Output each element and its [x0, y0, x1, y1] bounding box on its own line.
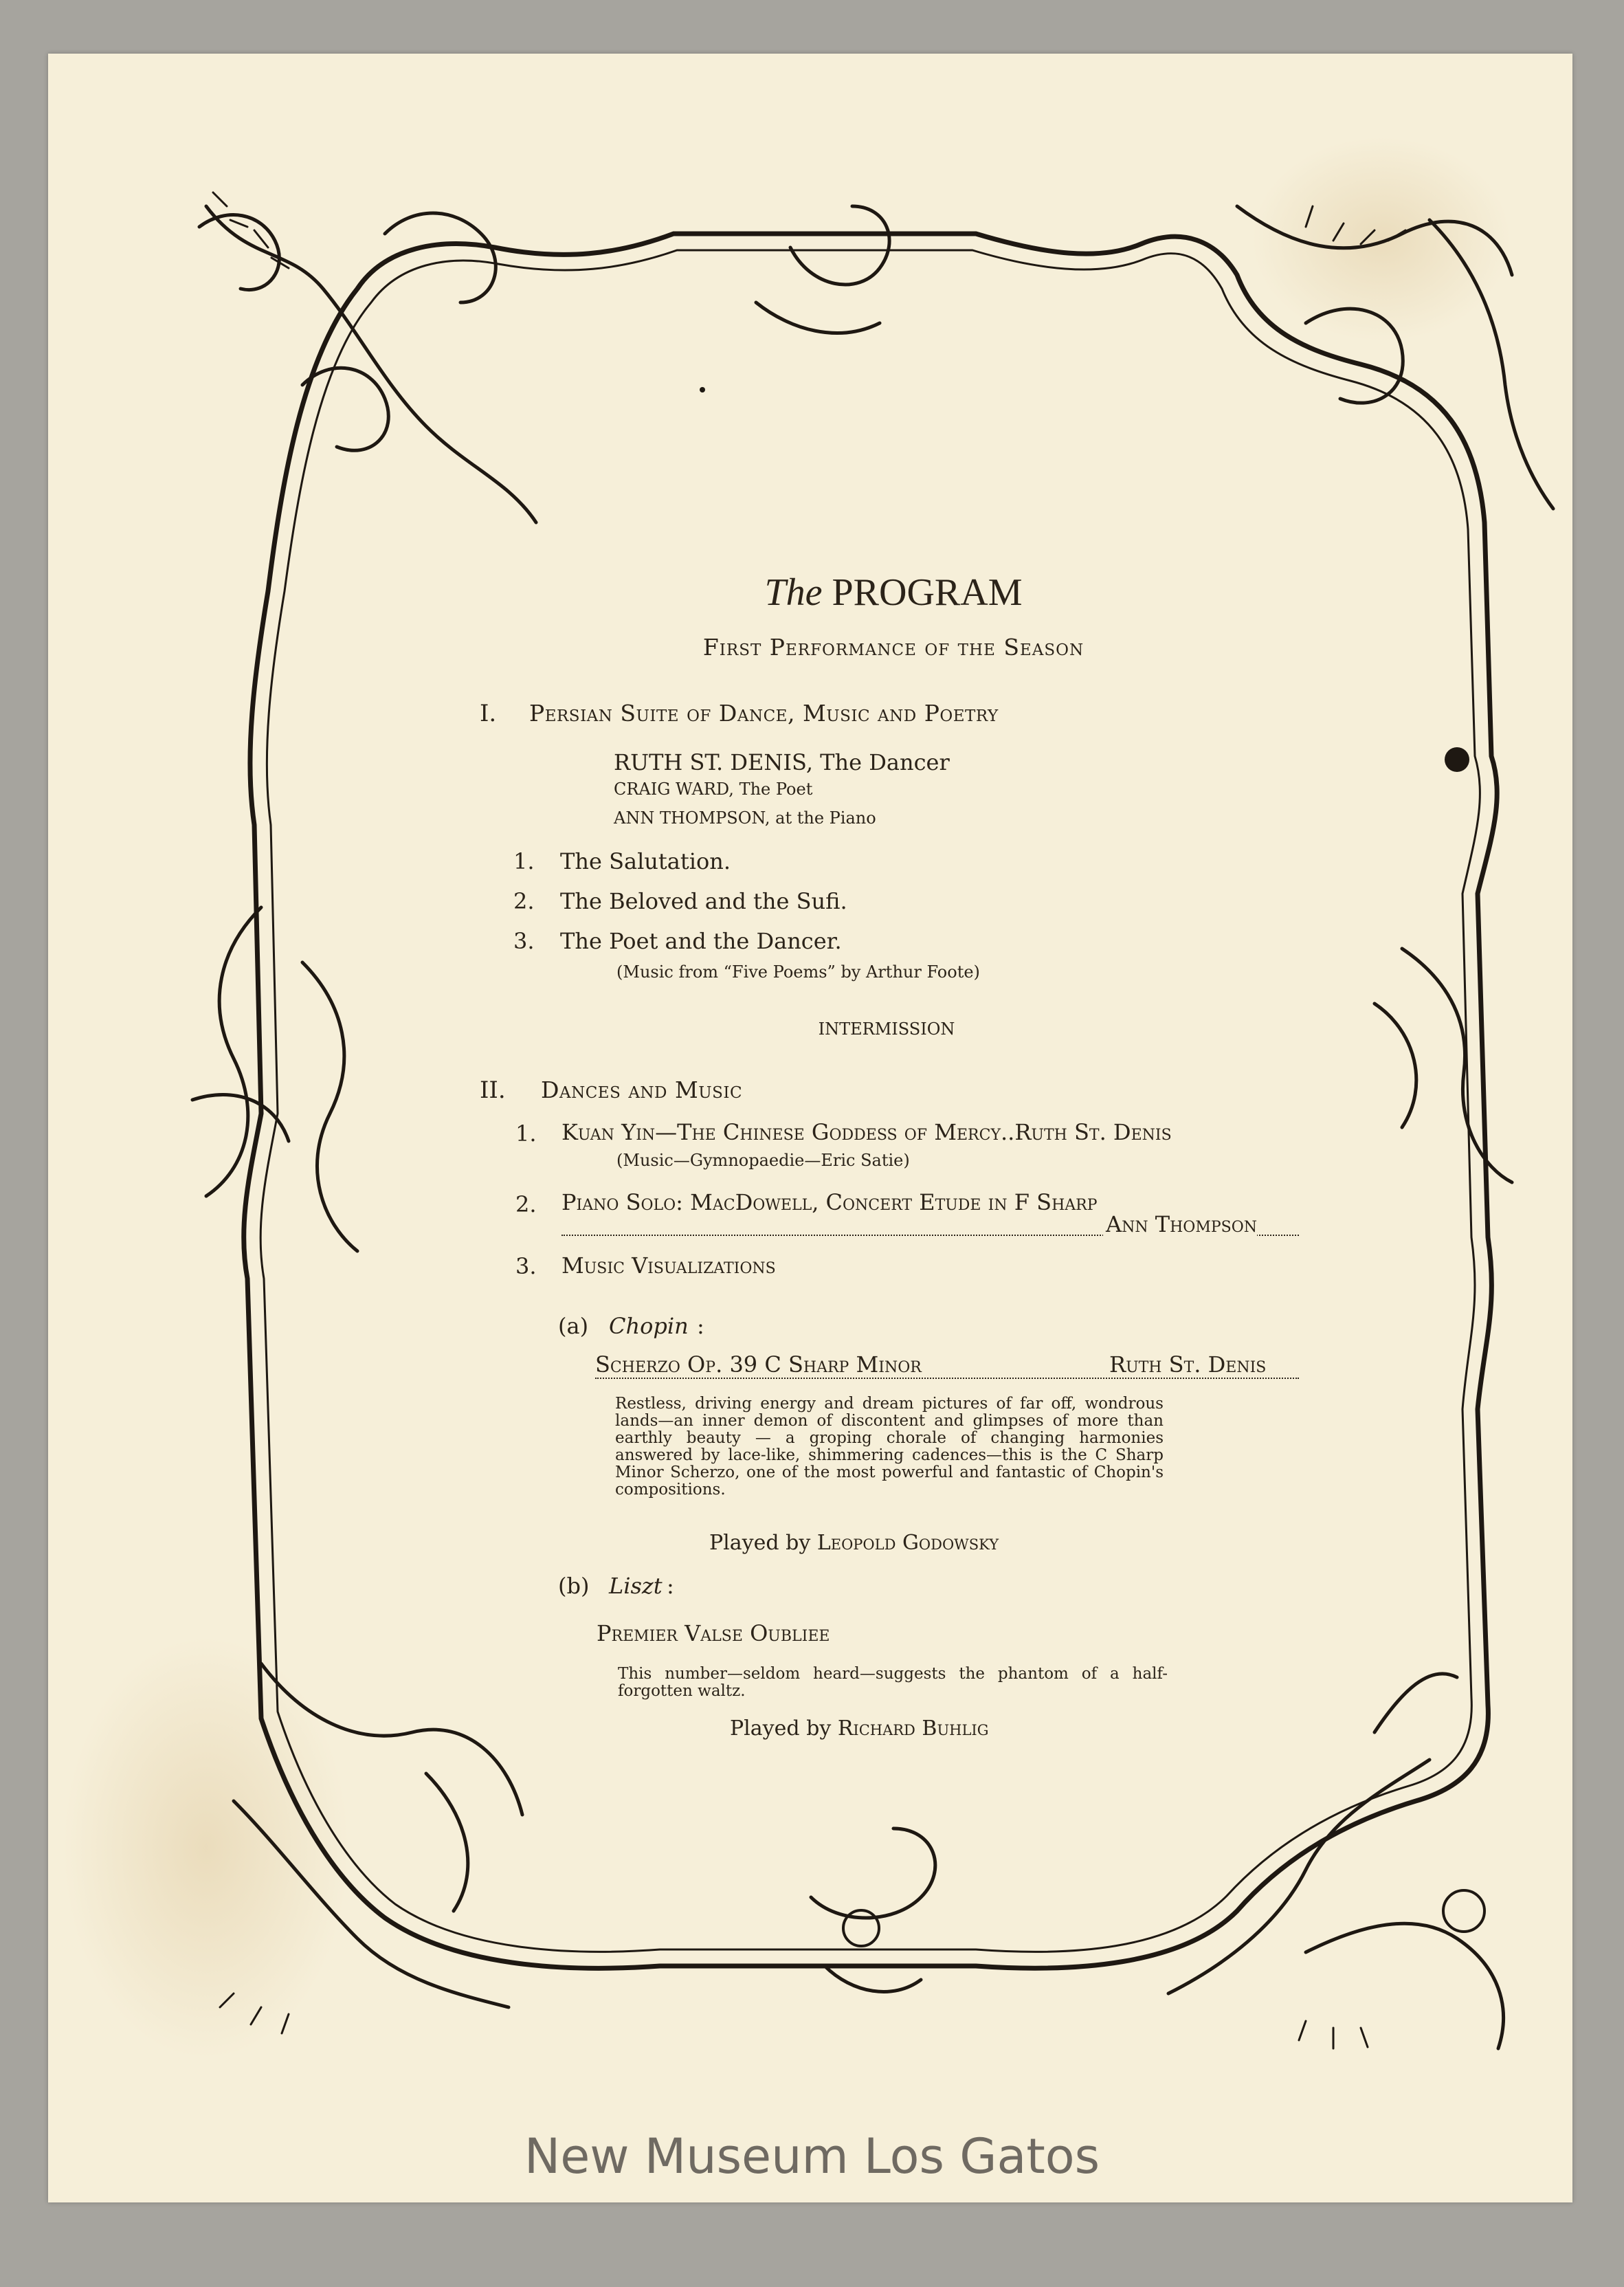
item-performer: Ruth St. Denis	[1014, 1119, 1172, 1145]
list-item: Piano Solo: MacDowell, Concert Etude in F Sharp	[561, 1189, 1098, 1215]
list-item: The Salutation.	[560, 848, 731, 874]
cast-pianist: ANN THOMPSON, at the Piano	[614, 808, 876, 828]
intermission-label: INTERMISSION	[818, 1019, 955, 1039]
composer-name: Chopin	[609, 1313, 689, 1339]
cast-poet: CRAIG WARD, The Poet	[614, 780, 813, 799]
piece-description: This number—seldom heard—suggests the phantom of a half-forgotten waltz.	[618, 1665, 1168, 1700]
item-performer: Ann Thompson	[1103, 1211, 1257, 1237]
part2-heading: Dances and Music	[541, 1076, 743, 1103]
composer-colon: :	[667, 1573, 674, 1599]
title-main: PROGRAM	[832, 571, 1023, 614]
list-item-number: 1.	[515, 1120, 537, 1147]
list-item-number: 3.	[513, 928, 535, 954]
museum-watermark: New Museum Los Gatos	[524, 2128, 1100, 2185]
page-title	[619, 571, 1168, 615]
part1-numeral: I.	[480, 700, 497, 727]
list-item-number: 2.	[513, 888, 535, 914]
composer-colon: :	[697, 1313, 704, 1339]
played-by-label: Played by	[730, 1716, 832, 1741]
subitem-label: (b)	[558, 1573, 590, 1599]
played-by	[709, 1531, 999, 1555]
piece-title: Premier Valse Oubliee	[597, 1620, 830, 1646]
music-note: (Music—Gymnopaedie—Eric Satie)	[616, 1151, 910, 1170]
list-item: The Poet and the Dancer.	[560, 928, 842, 954]
item-performer: Ruth St. Denis	[1106, 1351, 1266, 1378]
title-italic: The	[764, 571, 823, 614]
piece-description: Restless, driving energy and dream pictures of far off, wondrous lands—an inner demon of discontent and glimpses of more than earthly beauty — a groping chorale of changing harmonies answered by lace-like, shimmering cadences—this is the C Sharp Minor Scherzo, one of the most powerful and fantastic of Chopin's compositions.	[615, 1395, 1164, 1499]
part1-heading: Persian Suite of Dance, Music and Poetry	[529, 700, 999, 727]
pianist-name: Richard Buhlig	[837, 1716, 989, 1741]
music-note: (Music from “Five Poems” by Arthur Foote)	[616, 962, 980, 982]
played-by-label: Played by	[709, 1531, 811, 1555]
list-item	[561, 1119, 1172, 1145]
list-item: Music Visualizations	[561, 1252, 776, 1279]
list-item-number: 3.	[515, 1253, 537, 1279]
played-by	[730, 1716, 989, 1741]
part2-numeral: II.	[480, 1076, 506, 1104]
composer-name: Liszt	[609, 1573, 663, 1599]
pianist-name: Leopold Godowsky	[816, 1531, 999, 1555]
list-item-number: 2.	[515, 1191, 537, 1217]
list-item-number: 1.	[513, 848, 535, 874]
list-item: The Beloved and the Sufi.	[560, 888, 847, 914]
cast-dancer: RUTH ST. DENIS, The Dancer	[614, 749, 950, 775]
subitem-label: (a)	[558, 1313, 589, 1339]
piece-title: Scherzo Op. 39 C Sharp Minor	[595, 1351, 924, 1378]
item-title: Kuan Yin—The Chinese Goddess of Mercy..	[561, 1119, 1015, 1145]
subtitle: First Performance of the Season	[702, 634, 1084, 661]
